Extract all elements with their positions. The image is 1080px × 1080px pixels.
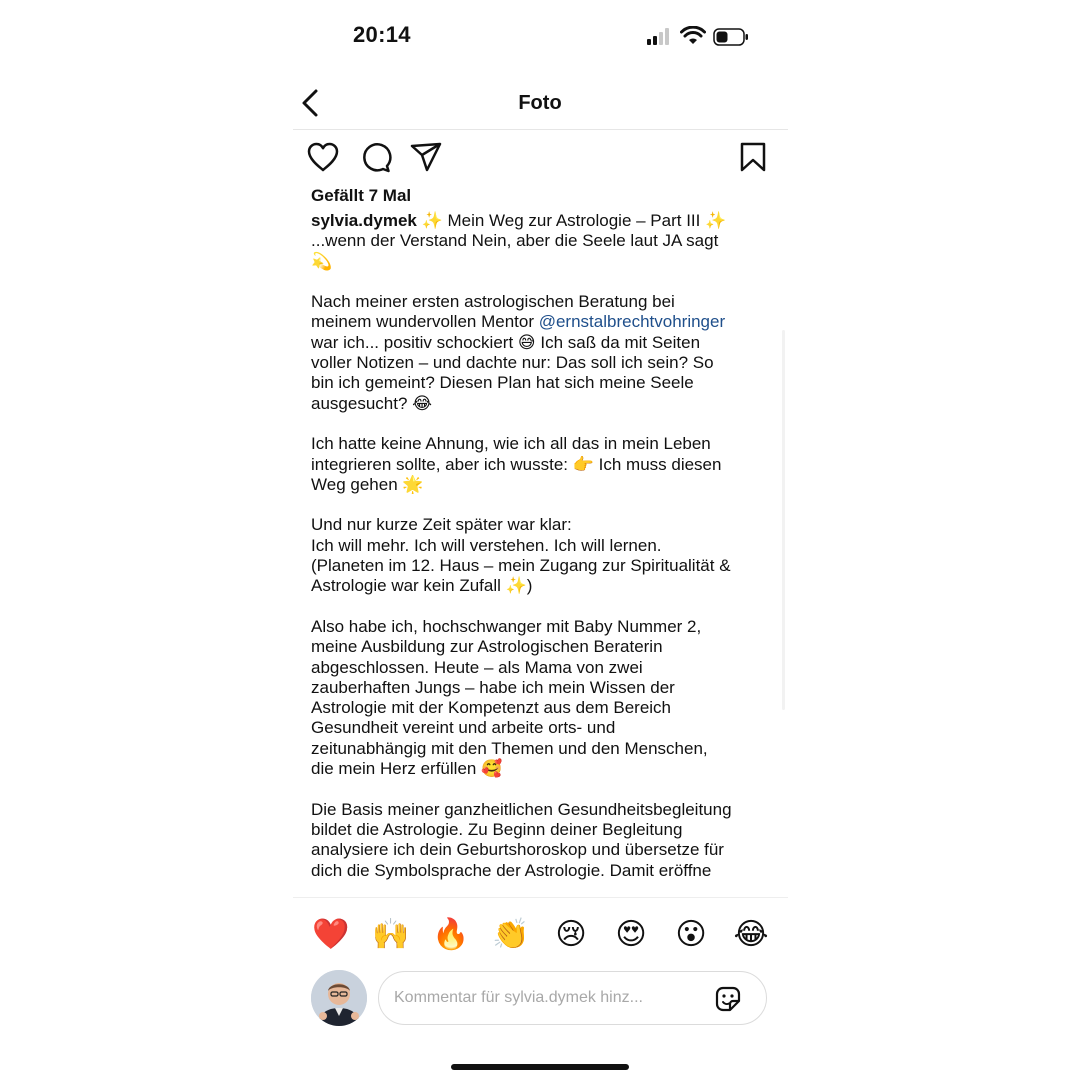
battery-icon (713, 28, 749, 46)
reactions-divider (293, 897, 788, 898)
save-button[interactable] (736, 140, 770, 174)
bookmark-icon (736, 140, 770, 174)
signal-icon (646, 26, 672, 46)
share-icon (409, 140, 443, 174)
quick-reactions (311, 915, 771, 955)
like-count[interactable]: Gefällt 7 Mal (311, 186, 412, 205)
comment-box (378, 971, 767, 1025)
caption-text-body: war ich... positiv schockiert 😅 Ich saß da mit Seiten voller Notizen – und dachte nur: Das soll ich sein? So bin ich gemeint? Diesen Plan hat sich meine Seele ausgesucht? 😂 Ich hatte keine Ahnung, wie ich all das in mein Leben integrieren sollte, aber ich wusste: 👉 Ich muss diesen Weg gehen 🌟 Und nur kurze Zeit später war klar: Ich will mehr. Ich will verstehen. Ich will lernen. (Planeten im 12. Haus – mein Zugang zur Spiritualität & Astrologie war kein Zufall ✨) Also habe ich, hochschwanger mit Baby Nummer 2, meine Ausbildung zur Astrologischen Beraterin abgeschlossen. Heute – als Mama von zwei zauberhaften Jungs – habe ich mein Wissen der Astrologie mit der Kompetenzt aus dem Bereich Gesundheit vereint und arbeite orts- und zeitunabhängig mit den Themen und den Menschen, die mein Herz erfüllen 🥰 Die Basis meiner ganzheitlichen Gesundheitsbegleitung bildet die Astrologie. Zu Beginn deiner Begleitung analysiere ich dein Geburtshoroskop und übersetze für dich die Symbolsprache der Astrologie. Damit eröffne (311, 332, 732, 880)
share-button[interactable] (409, 140, 443, 174)
sticker-button[interactable] (713, 984, 743, 1014)
post-caption (311, 211, 769, 897)
sticker-icon (713, 984, 743, 1014)
heart-icon (306, 140, 340, 174)
reaction-heart-eyes[interactable]: 😍 (615, 917, 647, 952)
status-time: 20:14 (353, 22, 411, 47)
caption-username[interactable]: sylvia.dymek (311, 211, 417, 230)
header-divider (293, 129, 788, 130)
reaction-fire[interactable]: 🔥 (432, 917, 470, 952)
comment-icon (358, 140, 392, 174)
wifi-icon (680, 26, 706, 46)
reaction-laughing[interactable]: 😂 (733, 917, 769, 952)
comment-button[interactable] (358, 140, 392, 174)
home-indicator[interactable] (451, 1064, 629, 1070)
caption-text-intro: ✨ Mein Weg zur Astrologie – Part III ✨ ...wenn der Verstand Nein, aber die Seele laut JA sagt 💫 Nach meiner ersten astrologischen Beratung bei meinem wundervollen Mentor (311, 211, 727, 332)
avatar-image (311, 970, 367, 1026)
reaction-heart[interactable]: ❤️ (312, 917, 350, 952)
avatar[interactable] (311, 970, 367, 1026)
like-button[interactable] (306, 140, 340, 174)
status-icons (646, 26, 756, 50)
scrollbar[interactable] (782, 330, 785, 710)
reaction-raised-hands[interactable]: 🙌 (372, 917, 410, 952)
page-title: Foto (518, 92, 562, 114)
reaction-crying[interactable]: 😢 (555, 917, 587, 952)
comment-input[interactable] (394, 972, 694, 1024)
caption-mention[interactable]: @ernstalbrechtvohringer (538, 312, 726, 332)
reaction-clap[interactable]: 👏 (492, 917, 530, 952)
reaction-surprised[interactable]: 😮 (675, 917, 707, 952)
